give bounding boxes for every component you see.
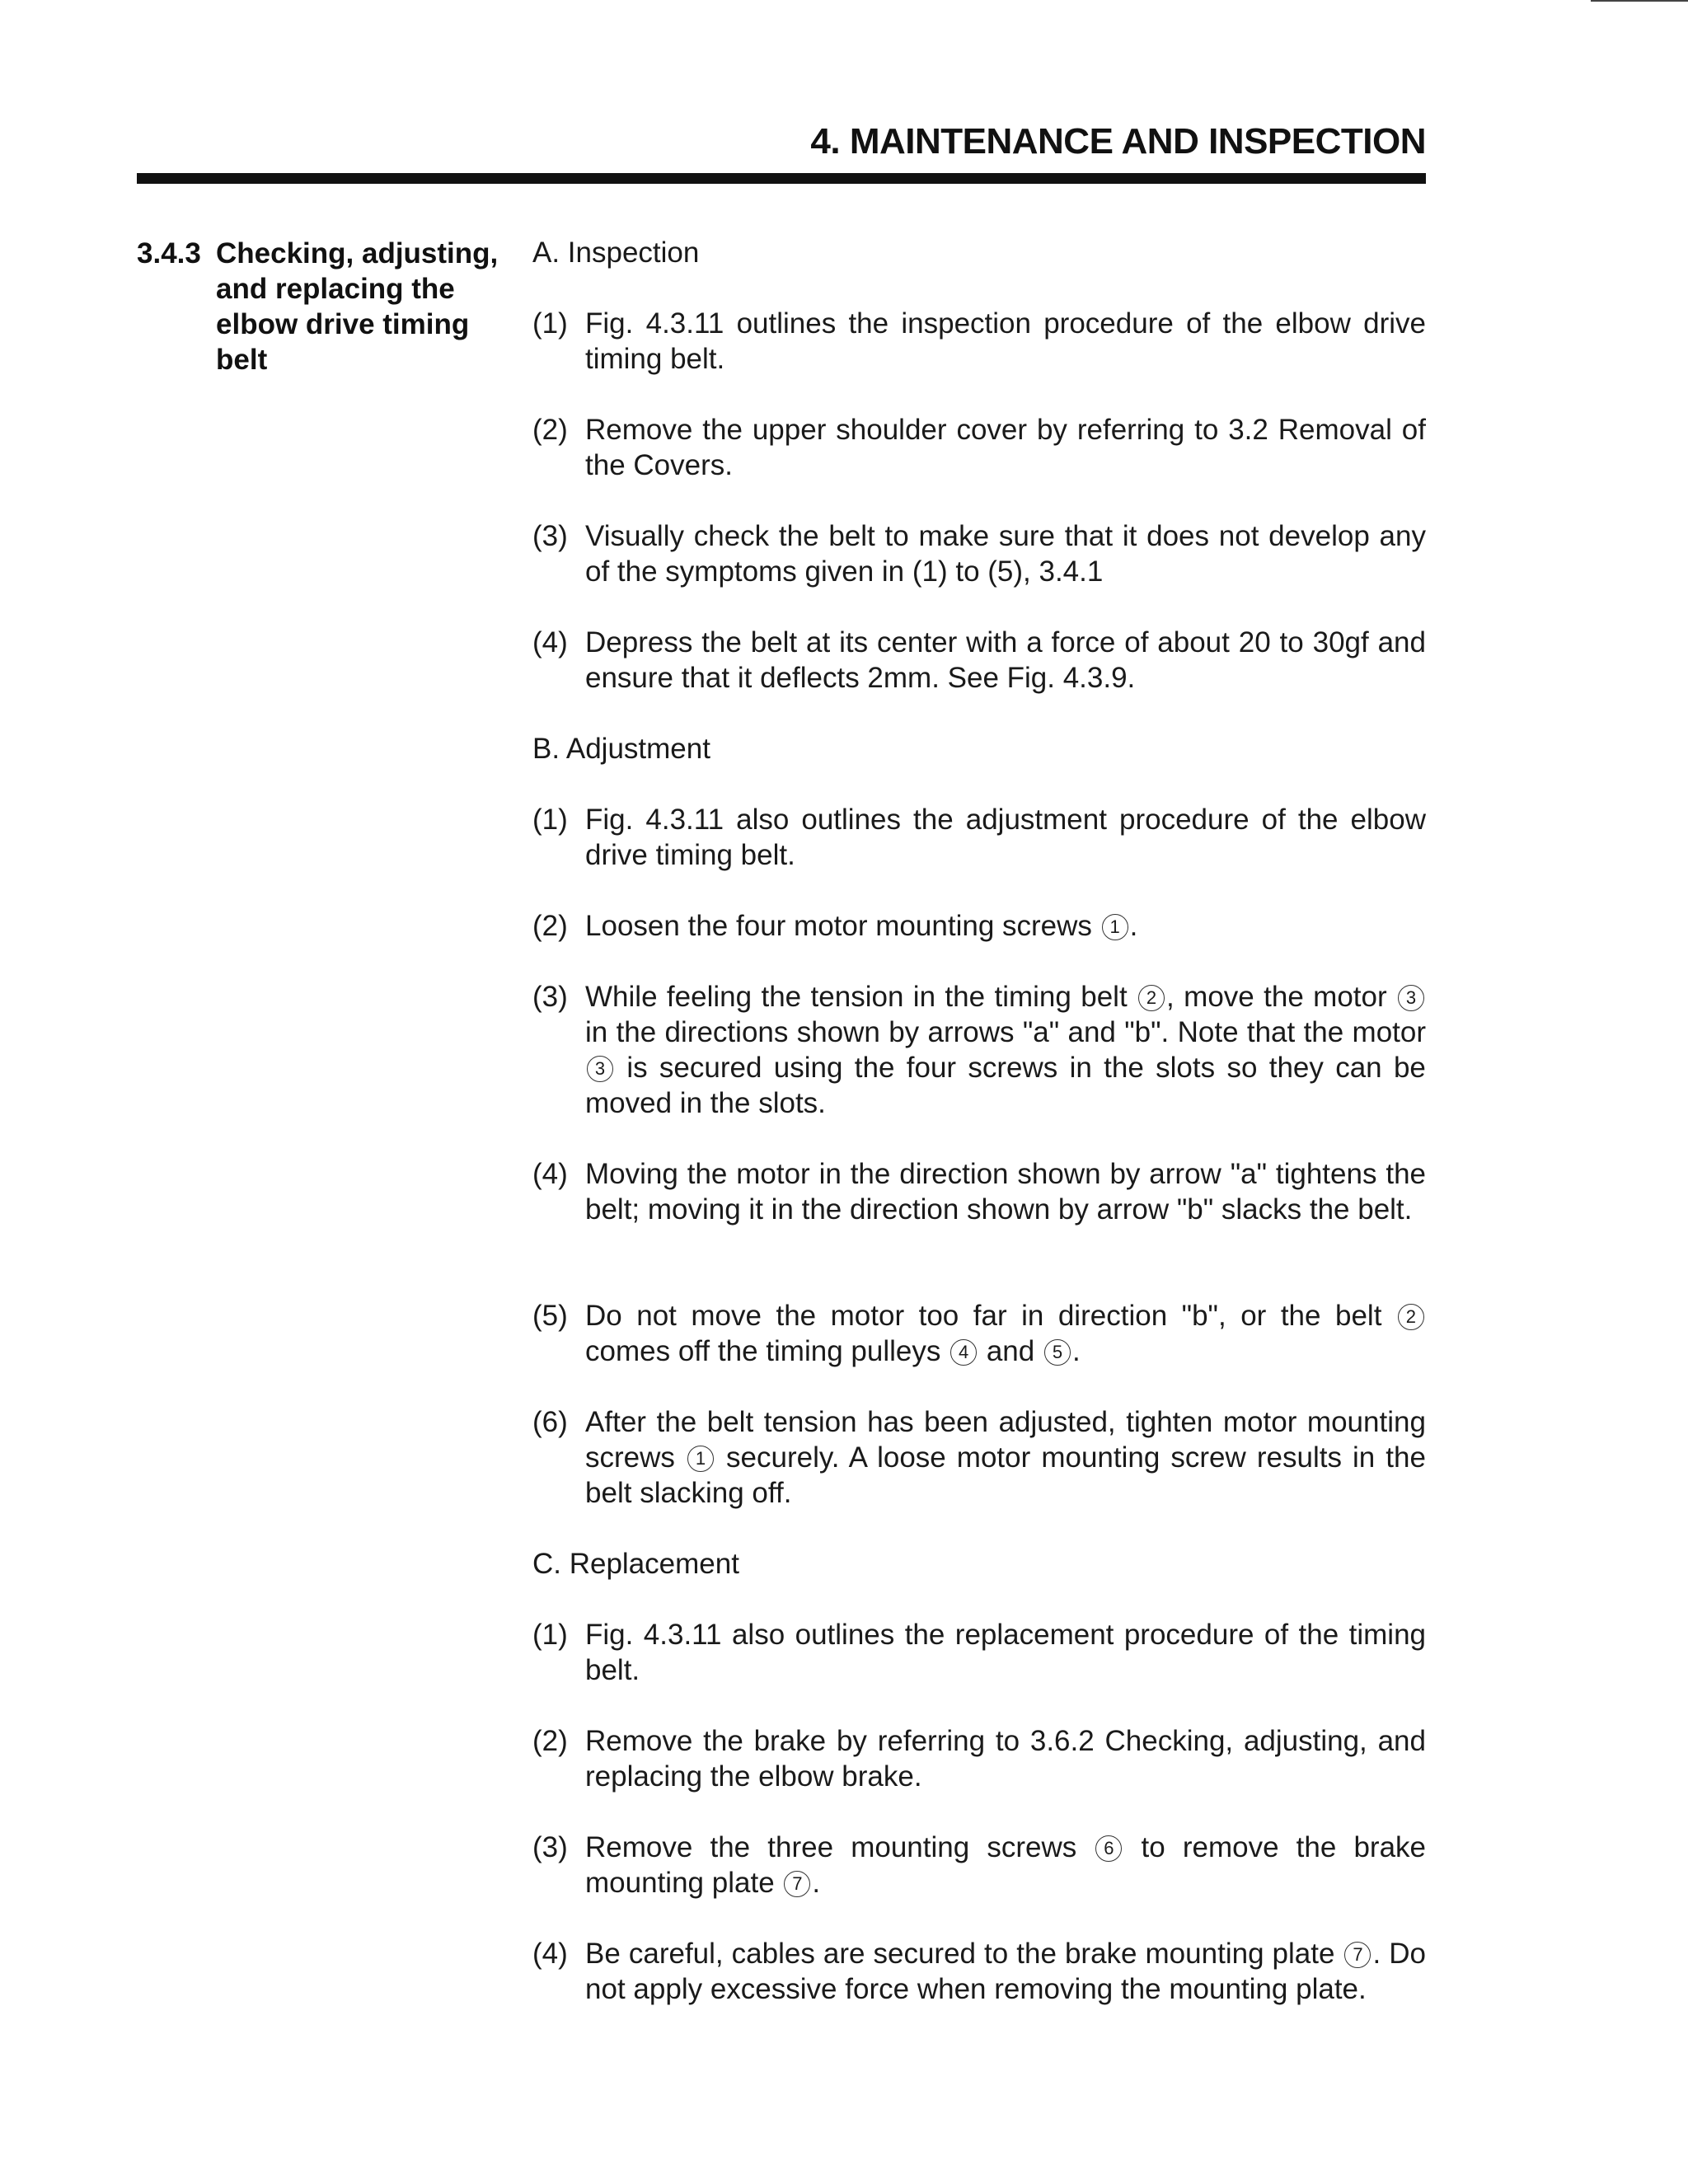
list-item <box>532 1936 1426 2007</box>
item-number: (3) <box>532 520 568 552</box>
list-item <box>532 1156 1426 1227</box>
item-text: Loosen the four motor mounting screws 1 . <box>585 910 1138 942</box>
item-number: (2) <box>532 1725 568 1757</box>
item-text: Be careful, cables are secured to the brake mounting plate 7 . Do not apply excessive force when removing the mounting plate. <box>585 1938 1426 2005</box>
reference-marker: 1 <box>687 1446 714 1472</box>
list-item <box>532 802 1426 873</box>
item-text: Remove the brake by referring to 3.6.2 Checking, adjusting, and replacing the elbow brake. <box>585 1725 1426 1793</box>
item-number: (3) <box>532 981 568 1013</box>
reference-marker: 7 <box>784 1871 810 1897</box>
reference-marker: 5 <box>1044 1339 1071 1366</box>
reference-marker: 7 <box>1344 1942 1371 1968</box>
item-number: (4) <box>532 1158 568 1190</box>
section-heading-line: belt <box>216 344 268 376</box>
section-heading-line: Checking, adjusting, <box>216 237 499 269</box>
list-item <box>532 1404 1426 1511</box>
item-number: (4) <box>532 626 568 658</box>
subheading-adjustment: B. Adjustment <box>532 733 710 765</box>
subheading-inspection: A. Inspection <box>532 237 700 269</box>
list-item <box>532 1830 1426 1900</box>
reference-marker: 6 <box>1095 1835 1122 1862</box>
section-heading <box>137 236 524 377</box>
item-text: Do not move the motor too far in direction "b", or the belt 2 comes off the timing pulleys 4 and 5 . <box>585 1298 1426 1369</box>
list-item <box>532 625 1426 696</box>
item-number: (1) <box>532 804 568 836</box>
section-number: 3.4.3 <box>137 237 201 269</box>
list-item <box>532 979 1426 1121</box>
list-item <box>532 412 1426 483</box>
list-item <box>532 1617 1426 1688</box>
item-text: Visually check the belt to make sure that it does not develop any of the symptoms given in (1) to (5), 3.4.1 <box>585 520 1426 588</box>
item-text: Fig. 4.3.11 also outlines the adjustment procedure of the elbow drive timing belt. <box>585 804 1426 871</box>
list-item <box>532 1723 1426 1794</box>
item-number: (5) <box>532 1300 568 1332</box>
item-text: Moving the motor in the direction shown by arrow "a" tightens the belt; moving it in the direction shown by arrow "b" slacks the belt. <box>585 1158 1426 1226</box>
section-heading-line: and replacing the <box>216 273 455 305</box>
page-header-title: 4. MAINTENANCE AND INSPECTION <box>810 121 1426 162</box>
item-text: Remove the three mounting screws 6 to remove the brake mounting plate 7 . <box>585 1831 1427 1899</box>
item-text: Fig. 4.3.11 also outlines the replacement procedure of the timing belt. <box>585 1619 1426 1686</box>
item-text: Depress the belt at its center with a force of about 20 to 30gf and ensure that it deflects 2mm. See Fig. 4.3.9. <box>585 626 1426 694</box>
section-heading-line: elbow drive timing <box>216 308 470 340</box>
item-number: (6) <box>532 1406 568 1438</box>
reference-marker: 1 <box>1102 914 1128 940</box>
subheading-replacement: C. Replacement <box>532 1548 739 1580</box>
item-number: (3) <box>532 1831 568 1863</box>
item-number: (1) <box>532 1619 568 1651</box>
item-number: (2) <box>532 910 568 942</box>
reference-marker: 3 <box>587 1056 613 1082</box>
reference-marker: 2 <box>1138 985 1165 1011</box>
reference-marker: 3 <box>1398 985 1424 1011</box>
list-item <box>532 518 1426 589</box>
reference-marker: 2 <box>1398 1304 1424 1330</box>
item-text: While feeling the tension in the timing belt 2 , move the motor 3 in the directions shown by arrows "a" and "b". Note that the motor 3 is secured using the four screws in the slots so they can be moved in the slots. <box>585 981 1427 1119</box>
item-number: (2) <box>532 414 568 446</box>
reference-marker: 4 <box>950 1339 977 1366</box>
header-rule <box>137 173 1426 184</box>
item-text: Fig. 4.3.11 outlines the inspection procedure of the elbow drive timing belt. <box>585 307 1426 375</box>
corner-rule <box>1591 0 1688 2</box>
item-number: (1) <box>532 307 568 340</box>
list-item <box>532 908 1426 944</box>
item-number: (4) <box>532 1938 568 1970</box>
list-item <box>532 306 1426 377</box>
list-item <box>532 1298 1426 1369</box>
item-text: Remove the upper shoulder cover by referring to 3.2 Removal of the Covers. <box>585 414 1426 481</box>
item-text: After the belt tension has been adjusted, tighten motor mounting screws 1 securely. A loose motor mounting screw results in the belt slacking off. <box>585 1406 1426 1509</box>
